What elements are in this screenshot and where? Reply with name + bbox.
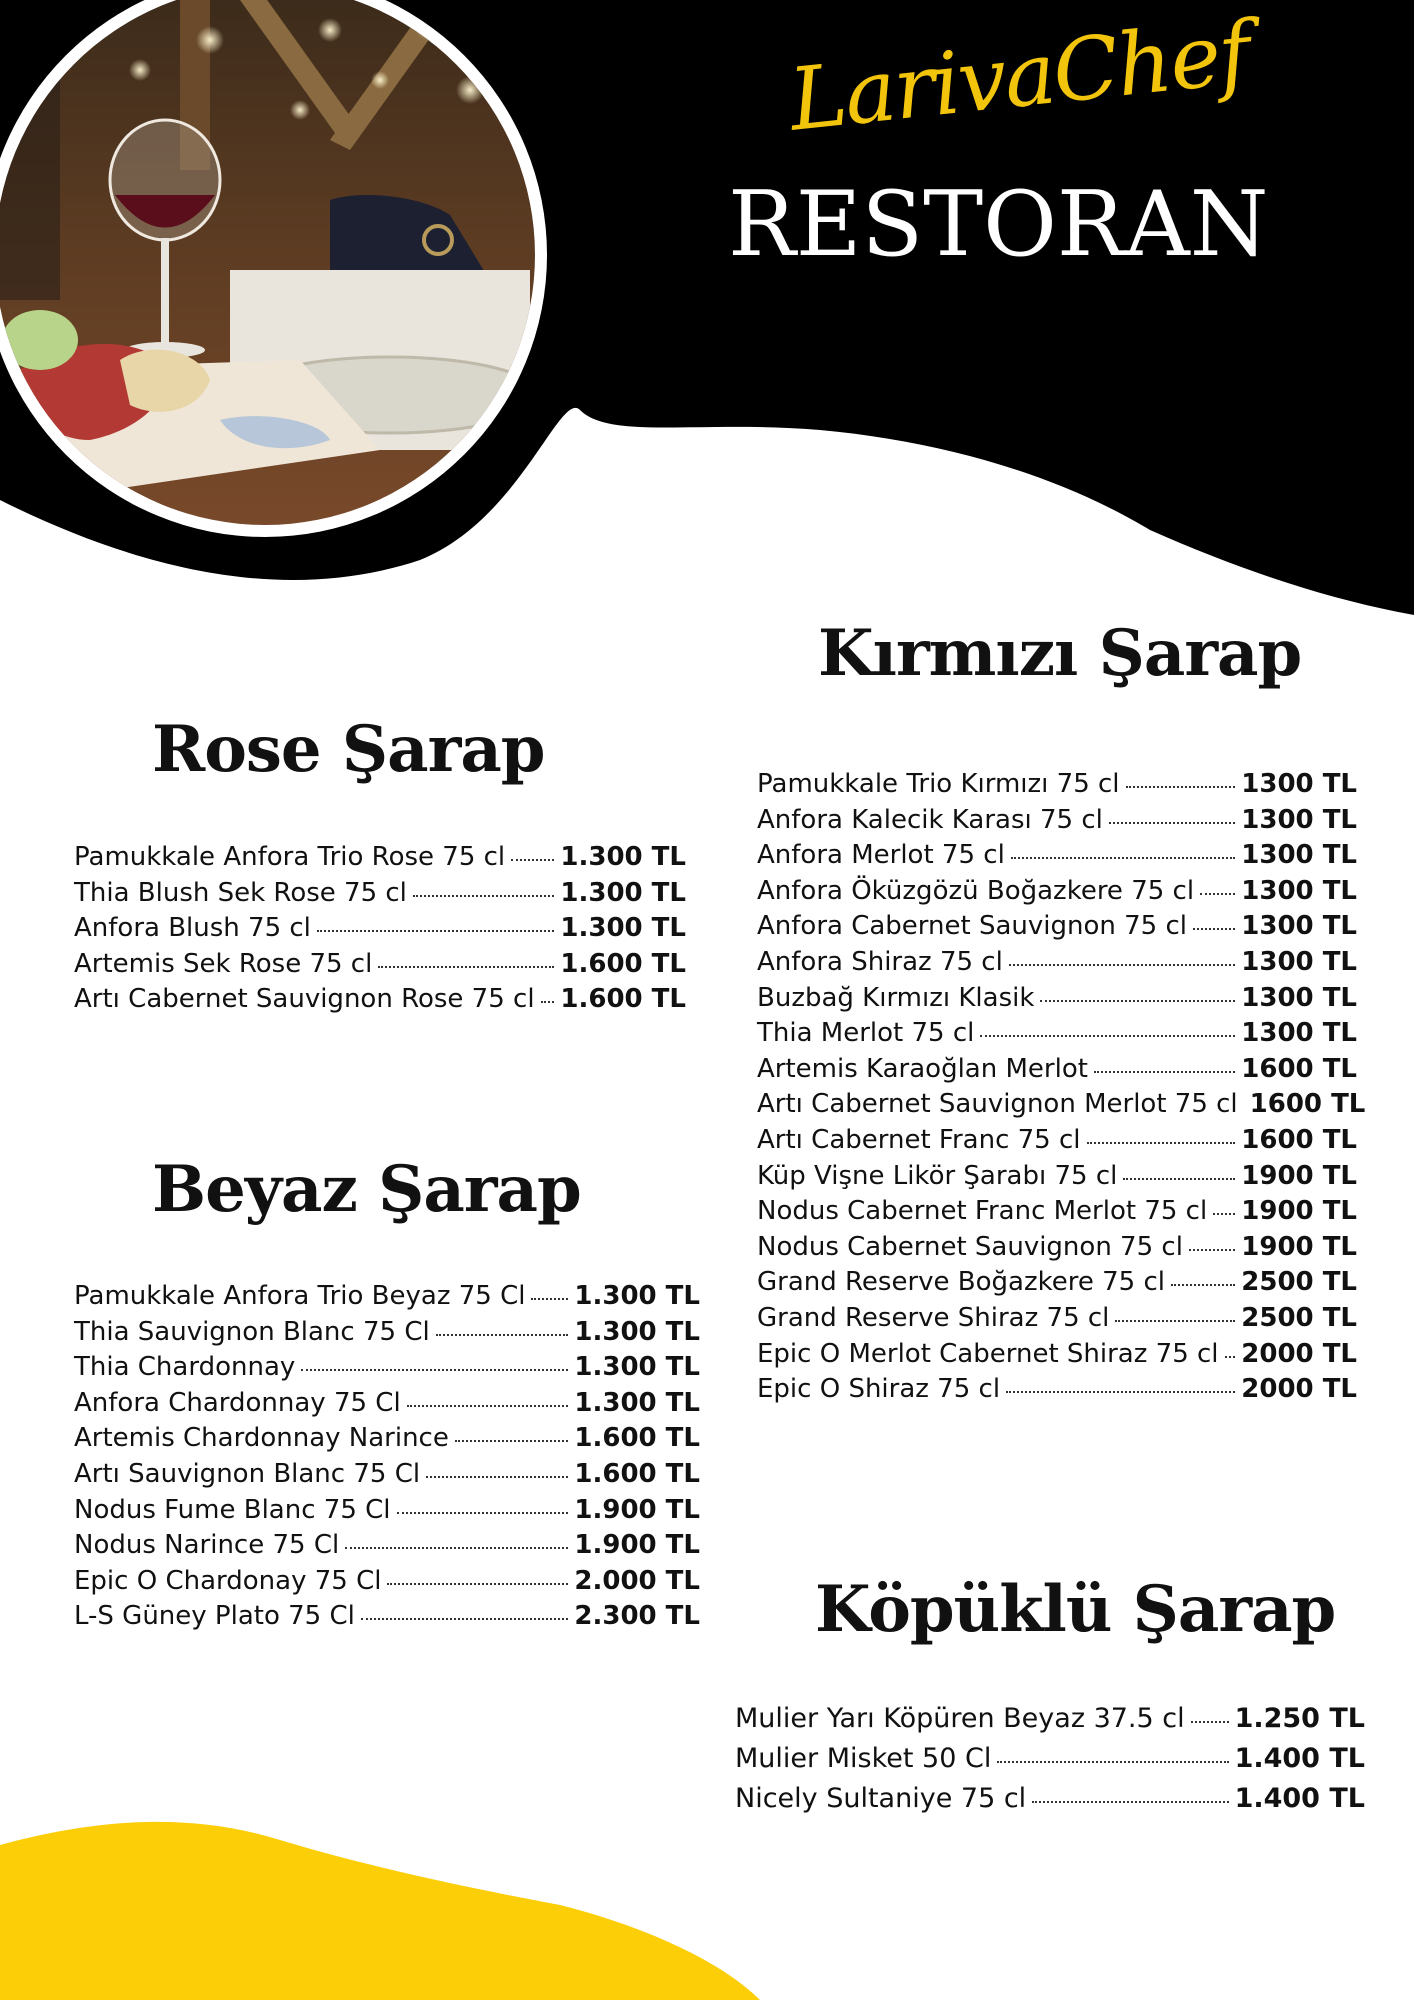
menu-item-name: Anfora Öküzgözü Boğazkere 75 cl (757, 875, 1195, 906)
menu-item-price: 1300 TL (1241, 840, 1357, 871)
menu-item-price: 1.250 TL (1234, 1703, 1365, 1734)
menu-item-name: Buzbağ Kırmızı Klasik (757, 982, 1035, 1013)
menu-item (74, 1459, 700, 1495)
menu-item (74, 1423, 700, 1459)
menu-item (74, 1352, 700, 1388)
menu-item-price: 2.300 TL (574, 1601, 700, 1632)
menu-item (757, 1232, 1357, 1268)
menu-item (74, 1530, 700, 1566)
menu-item-name: Epic O Shiraz 75 cl (757, 1374, 1001, 1405)
menu-item-price: 1300 TL (1241, 982, 1357, 1013)
menu-item-name: Artı Sauvignon Blanc 75 Cl (74, 1458, 421, 1489)
dotted-leader (413, 895, 554, 897)
dotted-leader (1032, 1801, 1228, 1803)
menu-item (74, 878, 686, 914)
menu-item (757, 1161, 1357, 1197)
menu-item (757, 1054, 1357, 1090)
menu-item-name: Nodus Fume Blanc 75 Cl (74, 1494, 391, 1525)
menu-item-name: Mulier Yarı Köpüren Beyaz 37.5 cl (735, 1703, 1185, 1734)
dotted-leader (301, 1369, 568, 1371)
dotted-leader (1213, 1213, 1235, 1215)
dotted-leader (1115, 1320, 1235, 1322)
menu-item (757, 947, 1357, 983)
menu-item-price: 1.400 TL (1234, 1743, 1365, 1774)
menu-item (74, 949, 686, 985)
menu-item (74, 1566, 700, 1602)
dotted-leader (378, 966, 554, 968)
dotted-leader (1123, 1178, 1235, 1180)
menu-item (757, 983, 1357, 1019)
menu-item-price: 1.300 TL (560, 913, 686, 943)
dotted-leader (1040, 1000, 1235, 1002)
menu-item (757, 1374, 1357, 1410)
menu-item-price: 1.300 TL (574, 1387, 700, 1418)
menu-item-price: 1300 TL (1241, 1018, 1357, 1049)
menu-item-price: 1.300 TL (574, 1352, 700, 1383)
menu-item-name: Artemis Sek Rose 75 cl (74, 948, 373, 979)
menu-item (757, 1339, 1357, 1375)
menu-item-name: Anfora Chardonnay 75 Cl (74, 1387, 401, 1418)
dotted-leader (1087, 1142, 1236, 1144)
menu-item-name: Artemis Chardonnay Narince (74, 1423, 449, 1454)
brand-script-name: LarivaChef (784, 3, 1254, 151)
menu-item-name: Artı Cabernet Sauvignon Rose 75 cl (74, 984, 535, 1014)
menu-item-price: 1.300 TL (574, 1316, 700, 1347)
menu-item (757, 1303, 1357, 1339)
menu-item-price: 1900 TL (1241, 1231, 1357, 1262)
dotted-leader (511, 859, 554, 861)
menu-item (735, 1783, 1365, 1823)
dotted-leader (397, 1512, 569, 1514)
dotted-leader (455, 1440, 569, 1442)
sparkling-wine-list (735, 1703, 1365, 1823)
menu-item (735, 1703, 1365, 1743)
dotted-leader (426, 1476, 568, 1478)
menu-item-name: Küp Vişne Likör Şarabı 75 cl (757, 1160, 1118, 1191)
dotted-leader (361, 1618, 569, 1620)
menu-item (757, 1267, 1357, 1303)
menu-item-name: Artı Cabernet Sauvignon Merlot 75 cl (757, 1089, 1238, 1120)
heading-kopuklu-sarap: Köpüklü Şarap (815, 1572, 1336, 1647)
menu-item (757, 769, 1357, 805)
dotted-leader (345, 1547, 568, 1549)
yellow-footer-wave (0, 1822, 760, 2000)
menu-item (74, 1495, 700, 1531)
menu-item (757, 876, 1357, 912)
dotted-leader (531, 1298, 568, 1300)
menu-item-name: Anfora Kalecik Karası 75 cl (757, 804, 1103, 835)
menu-item-name: Anfora Cabernet Sauvignon 75 cl (757, 911, 1187, 942)
menu-item-price: 1900 TL (1241, 1196, 1357, 1227)
menu-item (757, 1196, 1357, 1232)
menu-item-name: Nicely Sultaniye 75 cl (735, 1783, 1027, 1814)
menu-item-name: Pamukkale Trio Kırmızı 75 cl (757, 769, 1120, 799)
heading-beyaz-sarap: Beyaz Şarap (152, 1152, 581, 1227)
menu-item-name: Anfora Shiraz 75 cl (757, 946, 1003, 977)
dotted-leader (1193, 928, 1235, 930)
menu-item-price: 1.600 TL (560, 948, 686, 979)
menu-item-price: 1.600 TL (574, 1458, 700, 1489)
dotted-leader (1006, 1391, 1235, 1393)
menu-item (74, 842, 686, 878)
dotted-leader (1109, 822, 1235, 824)
menu-item (74, 1281, 700, 1317)
menu-item-price: 1.300 TL (560, 842, 686, 872)
menu-item-name: Anfora Merlot 75 cl (757, 840, 1005, 871)
menu-item-price: 1.300 TL (574, 1281, 700, 1311)
menu-item-price: 1900 TL (1241, 1160, 1357, 1191)
dotted-leader (317, 930, 554, 932)
menu-item (757, 1125, 1357, 1161)
menu-item-price: 1300 TL (1241, 804, 1357, 835)
menu-item-price: 1300 TL (1241, 911, 1357, 942)
menu-item-price: 2500 TL (1241, 1267, 1357, 1298)
dotted-leader (1094, 1071, 1235, 1073)
dotted-leader (1189, 1249, 1235, 1251)
menu-item-price: 2000 TL (1241, 1374, 1357, 1405)
menu-item (757, 1089, 1366, 1125)
menu-item-name: Nodus Narince 75 Cl (74, 1530, 340, 1561)
menu-item-name: L-S Güney Plato 75 Cl (74, 1601, 355, 1632)
dotted-leader (1011, 857, 1235, 859)
menu-item-name: Thia Chardonnay (74, 1352, 296, 1383)
menu-item-name: Artı Cabernet Franc 75 cl (757, 1124, 1081, 1155)
menu-item-name: Thia Blush Sek Rose 75 cl (74, 877, 407, 908)
menu-item-price: 1.900 TL (574, 1494, 700, 1525)
dotted-leader (407, 1405, 569, 1407)
brand-title: RESTORAN (728, 172, 1269, 277)
menu-item-name: Epic O Merlot Cabernet Shiraz 75 cl (757, 1338, 1219, 1369)
menu-item-price: 1.400 TL (1234, 1783, 1365, 1814)
menu-item (757, 911, 1357, 947)
menu-item (757, 1018, 1357, 1054)
menu-item-price: 1.300 TL (560, 877, 686, 908)
white-wine-list (74, 1281, 700, 1637)
red-wine-list (757, 769, 1366, 1410)
menu-item-name: Thia Merlot 75 cl (757, 1018, 975, 1049)
menu-item-name: Anfora Blush 75 cl (74, 913, 311, 943)
dotted-leader (387, 1583, 568, 1585)
menu-item (757, 840, 1357, 876)
dotted-leader (1200, 893, 1235, 895)
menu-item-name: Epic O Chardonay 75 Cl (74, 1565, 382, 1596)
menu-item-price: 2000 TL (1241, 1338, 1357, 1369)
menu-item-price: 1300 TL (1241, 769, 1357, 799)
dotted-leader (997, 1761, 1228, 1763)
menu-item-name: Thia Sauvignon Blanc 75 Cl (74, 1316, 430, 1347)
menu-item-price: 1600 TL (1241, 1124, 1357, 1155)
menu-item-name: Pamukkale Anfora Trio Rose 75 cl (74, 842, 506, 872)
menu-item (74, 913, 686, 949)
menu-item-name: Nodus Cabernet Sauvignon 75 cl (757, 1231, 1183, 1262)
menu-item (74, 1601, 700, 1637)
menu-item-name: Nodus Cabernet Franc Merlot 75 cl (757, 1196, 1208, 1227)
dotted-leader (1126, 786, 1236, 788)
menu-item-price: 1300 TL (1241, 875, 1357, 906)
dotted-leader (980, 1035, 1235, 1037)
dotted-leader (1191, 1721, 1229, 1723)
menu-item (74, 984, 686, 1020)
menu-item-name: Mulier Misket 50 Cl (735, 1743, 992, 1774)
dotted-leader (541, 1001, 555, 1003)
dotted-leader (1225, 1356, 1236, 1358)
menu-item-price: 2.000 TL (574, 1565, 700, 1596)
menu-item-price: 1600 TL (1241, 1053, 1357, 1084)
menu-item (74, 1317, 700, 1353)
heading-kirmizi-sarap: Kırmızı Şarap (818, 616, 1302, 691)
menu-item-name: Grand Reserve Boğazkere 75 cl (757, 1267, 1165, 1298)
dotted-leader (1009, 964, 1235, 966)
menu-item-price: 1300 TL (1241, 946, 1357, 977)
menu-item-price: 2500 TL (1241, 1302, 1357, 1333)
menu-item-name: Artemis Karaoğlan Merlot (757, 1053, 1088, 1084)
menu-item-price: 1600 TL (1249, 1089, 1366, 1120)
menu-item-name: Pamukkale Anfora Trio Beyaz 75 Cl (74, 1281, 526, 1311)
menu-item (757, 805, 1357, 841)
menu-item-price: 1.600 TL (560, 984, 686, 1014)
heading-rose-sarap: Rose Şarap (152, 712, 545, 787)
dotted-leader (1171, 1284, 1235, 1286)
menu-item-price: 1.900 TL (574, 1530, 700, 1561)
dotted-leader (436, 1334, 569, 1336)
menu-item (735, 1743, 1365, 1783)
rose-wine-list (74, 842, 686, 1020)
menu-item (74, 1388, 700, 1424)
menu-item-name: Grand Reserve Shiraz 75 cl (757, 1302, 1110, 1333)
menu-item-price: 1.600 TL (574, 1423, 700, 1454)
